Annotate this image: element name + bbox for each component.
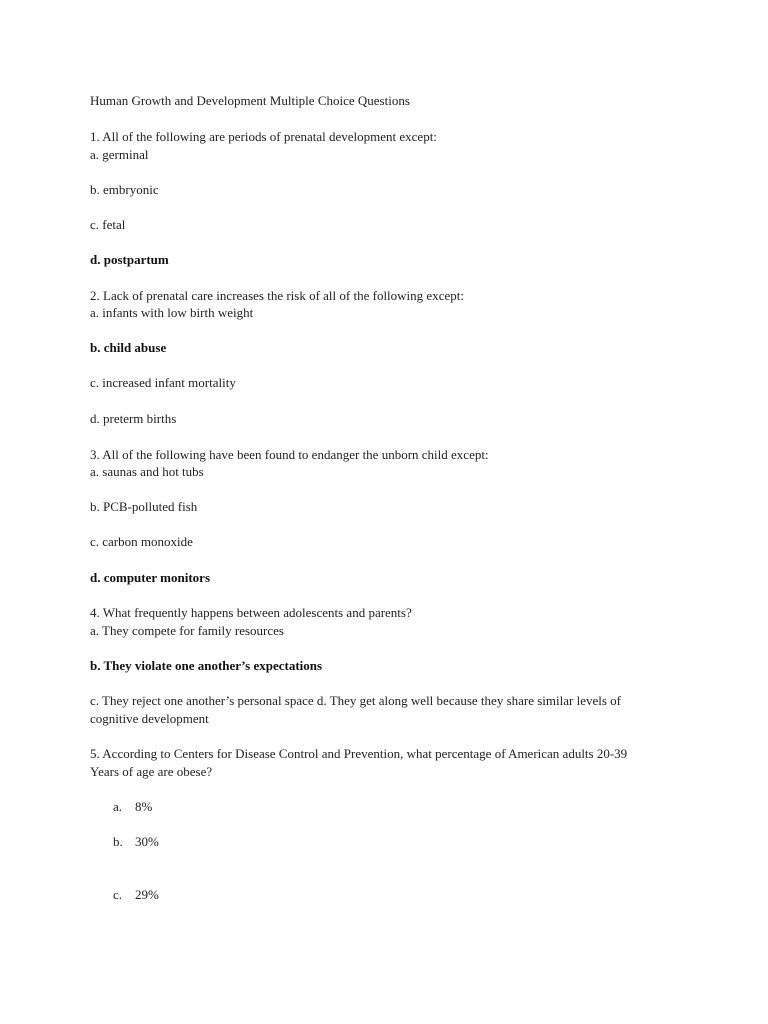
question-2-option-a: a. infants with low birth weight: [90, 305, 254, 320]
option-text: 30%: [135, 834, 159, 849]
option-text: 29%: [135, 887, 159, 902]
question-4-option-c-d: c. They reject one another’s personal space d. They get along well because they share similar levels of: [90, 693, 622, 708]
question-3-option-c: c. carbon monoxide: [90, 534, 193, 549]
question-2-option-d: d. preterm births: [90, 411, 177, 426]
question-5-option-b: [113, 833, 159, 851]
option-marker: b.: [113, 834, 123, 849]
question-1-stem: 1. All of the following are periods of prenatal development except:: [90, 129, 437, 144]
question-5-option-c: [113, 886, 159, 904]
question-5-stem-line-1: 5. According to Centers for Disease Control and Prevention, what percentage of American adults 20-39: [90, 746, 628, 761]
question-3-stem: 3. All of the following have been found to endanger the unborn child except:: [90, 447, 489, 462]
question-3-option-a: a. saunas and hot tubs: [90, 464, 204, 479]
option-marker: a.: [113, 799, 123, 814]
question-4-option-a: a. They compete for family resources: [90, 623, 284, 638]
question-3-option-b: b. PCB-polluted fish: [90, 499, 198, 514]
question-4-option-d-continued: cognitive development: [90, 711, 209, 726]
question-2-option-b-answer: b. child abuse: [90, 340, 167, 355]
document-title: Human Growth and Development Multiple Choice Questions: [90, 93, 410, 108]
question-1-option-d-answer: d. postpartum: [90, 252, 169, 267]
question-1-option-a: a. germinal: [90, 147, 149, 162]
question-4-option-b-answer: b. They violate one another’s expectations: [90, 658, 323, 673]
question-2-stem: 2. Lack of prenatal care increases the risk of all of the following except:: [90, 288, 464, 303]
option-marker: c.: [113, 887, 123, 902]
question-5-option-a: [113, 798, 152, 816]
question-1-option-c: c. fetal: [90, 217, 126, 232]
question-2-option-c: c. increased infant mortality: [90, 375, 236, 390]
question-5-stem-line-2: Years of age are obese?: [90, 764, 213, 779]
question-4-stem: 4. What frequently happens between adolescents and parents?: [90, 605, 412, 620]
question-3-option-d-answer: d. computer monitors: [90, 570, 211, 585]
option-text: 8%: [135, 799, 153, 814]
question-1-option-b: b. embryonic: [90, 182, 159, 197]
